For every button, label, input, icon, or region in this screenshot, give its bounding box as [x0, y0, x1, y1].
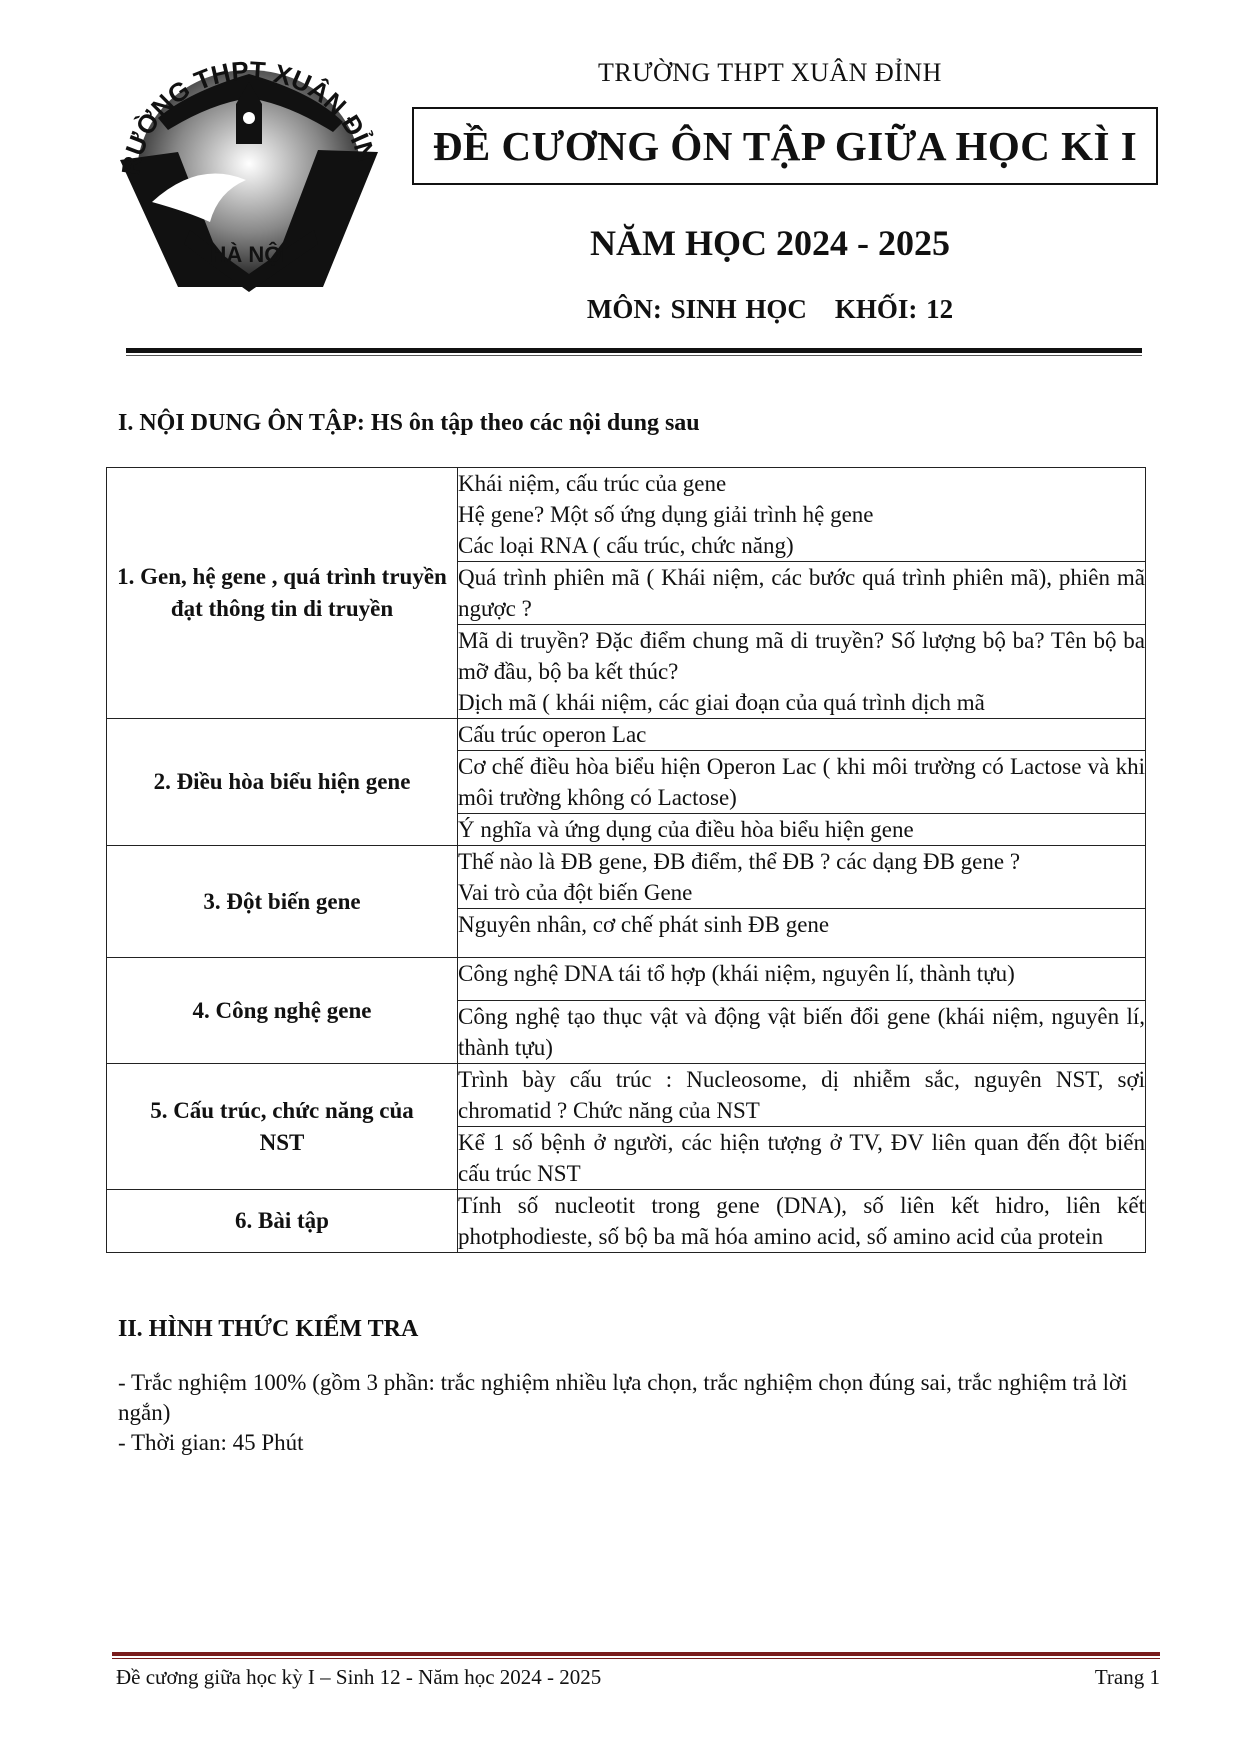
- topic-detail: [458, 1064, 1146, 1127]
- page-number: Trang 1: [1094, 1665, 1160, 1689]
- detail-line: Công nghệ DNA tái tổ hợp (khái niệm, nguyên lí, thành tựu): [458, 961, 1015, 986]
- topic-detail: [458, 625, 1146, 719]
- header-rule: [126, 348, 1142, 353]
- review-content-table: [106, 467, 1146, 1253]
- header-rule-thin: [126, 355, 1142, 356]
- school-logo: [118, 52, 380, 302]
- detail-line: Cơ chế điều hòa biểu hiện Operon Lac ( khi môi trường có Lactose và khi môi trường không có Lactose): [458, 754, 1145, 810]
- topic-detail: [458, 719, 1146, 751]
- table-row: [107, 719, 1146, 751]
- topic-detail: [458, 909, 1146, 958]
- table-row: [107, 468, 1146, 562]
- topic-detail: [458, 1001, 1146, 1064]
- detail-line: Nguyên nhân, cơ chế phát sinh ĐB gene: [458, 912, 830, 937]
- detail-line: Khái niệm, cấu trúc của gene: [458, 471, 727, 496]
- subject-line: [420, 294, 1120, 325]
- detail-line: Các loại RNA ( cấu trúc, chức năng): [458, 533, 794, 558]
- table-row: [107, 958, 1146, 1001]
- document-title: ĐỀ CƯƠNG ÔN TẬP GIỮA HỌC KÌ I: [412, 107, 1158, 185]
- topic-title: 2. Điều hòa biểu hiện gene: [107, 719, 458, 846]
- table-row: [107, 1064, 1146, 1127]
- topic-detail: [458, 562, 1146, 625]
- topic-detail: [458, 751, 1146, 814]
- logo-text-bottom: HÀ NỘI: [210, 242, 288, 267]
- topic-detail: [458, 1127, 1146, 1190]
- topic-detail: [458, 1190, 1146, 1253]
- footer-text: Đề cương giữa học kỳ I – Sinh 12 - Năm học 2024 - 2025: [116, 1665, 602, 1689]
- section2-heading: II. HÌNH THỨC KIỂM TRA: [118, 1316, 419, 1342]
- topic-title: 4. Công nghệ gene: [107, 958, 458, 1064]
- footer-rule-thin: [112, 1658, 1160, 1659]
- footer-rule: [112, 1652, 1160, 1656]
- topic-title: 6. Bài tập: [107, 1190, 458, 1253]
- topic-title: 3. Đột biến gene: [107, 846, 458, 958]
- school-year: NĂM HỌC 2024 - 2025: [590, 223, 950, 263]
- detail-line: Thế nào là ĐB gene, ĐB điểm, thể ĐB ? các dạng ĐB gene ?: [458, 849, 1021, 874]
- detail-line: Vai trò của đột biến Gene: [458, 880, 693, 905]
- topic-title: 5. Cấu trúc, chức năng của NST: [107, 1064, 458, 1190]
- detail-line: Trình bày cấu trúc : Nucleosome, dị nhiễm sắc, nguyên NST, sợi chromatid ? Chức năng của NST: [458, 1067, 1145, 1123]
- table-row: [107, 1190, 1146, 1253]
- exam-format-line: - Trắc nghiệm 100% (gồm 3 phần: trắc nghiệm nhiều lựa chọn, trắc nghiệm chọn đúng sai, trắc nghiệm trả lời ngắn): [118, 1370, 1128, 1425]
- detail-line: Dịch mã ( khái niệm, các giai đoạn của quá trình dịch mã: [458, 690, 985, 715]
- detail-line: Ý nghĩa và ứng dụng của điều hòa biểu hiện gene: [458, 817, 914, 842]
- school-name: TRƯỜNG THPT XUÂN ĐỈNH: [598, 58, 942, 87]
- subject: MÔN: SINH HỌC: [586, 294, 807, 324]
- topic-detail: [458, 468, 1146, 562]
- topic-detail: [458, 846, 1146, 909]
- table-row: [107, 846, 1146, 909]
- topic-detail: [458, 814, 1146, 846]
- detail-line: Tính số nucleotit trong gene (DNA), số liên kết hidro, liên kết photphodieste, số bộ ba mã hóa amino acid, số amino acid của protein: [458, 1193, 1145, 1249]
- detail-line: Công nghệ tạo thục vật và động vật biến đổi gene (khái niệm, nguyên lí, thành tựu): [458, 1004, 1145, 1060]
- logo-text-top: RƯỜNG THPT XUÂN ĐỈN: [118, 55, 380, 177]
- exam-duration-line: - Thời gian: 45 Phút: [118, 1430, 304, 1455]
- detail-line: Hệ gene? Một số ứng dụng giải trình hệ gene: [458, 502, 874, 527]
- detail-line: Quá trình phiên mã ( Khái niệm, các bước quá trình phiên mã), phiên mã ngược ?: [458, 565, 1145, 621]
- section1-heading: I. NỘI DUNG ÔN TẬP: HS ôn tập theo các nội dung sau: [118, 410, 700, 436]
- detail-line: Cấu trúc operon Lac: [458, 722, 647, 747]
- detail-line: Mã di truyền? Đặc điểm chung mã di truyền? Số lượng bộ ba? Tên bộ ba mỡ đầu, bộ ba kết thúc?: [458, 628, 1145, 684]
- grade: KHỐI: 12: [834, 294, 954, 324]
- topic-detail: [458, 958, 1146, 1001]
- detail-line: Kể 1 số bệnh ở người, các hiện tượng ở TV, ĐV liên quan đến đột biến cấu trúc NST: [458, 1130, 1145, 1186]
- school-logo-emblem: [118, 52, 380, 302]
- topic-title: 1. Gen, hệ gene , quá trình truyền đạt thông tin di truyền: [107, 468, 458, 719]
